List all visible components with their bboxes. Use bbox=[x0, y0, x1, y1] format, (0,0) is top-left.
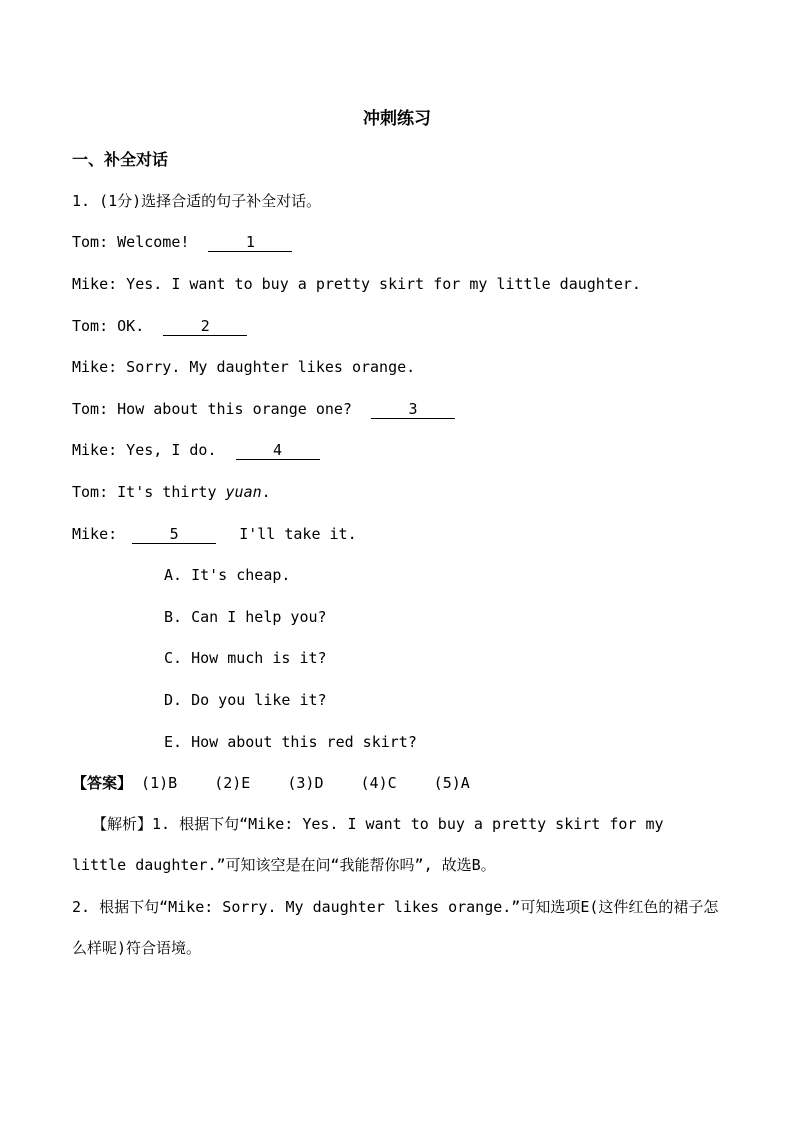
answer-blank-3: 3 bbox=[371, 400, 455, 419]
answer-blank-2: 2 bbox=[163, 317, 247, 336]
dialogue-line-7 bbox=[72, 481, 271, 503]
dialogue-italic-word: yuan bbox=[225, 483, 262, 501]
dialogue-text-end: . bbox=[261, 483, 271, 501]
option-d: D. Do you like it? bbox=[164, 691, 327, 709]
option-b: B. Can I help you? bbox=[164, 608, 327, 626]
dialogue-line-8 bbox=[72, 523, 357, 545]
answer-item: (2)E bbox=[214, 774, 251, 792]
dialogue-text: Mike: Yes. I want to buy a pretty skirt for my little daughter. bbox=[72, 275, 641, 293]
dialogue-line-1 bbox=[72, 231, 292, 253]
answer-label: 【答案】 bbox=[72, 774, 133, 792]
answer-blank-5: 5 bbox=[132, 525, 216, 544]
dialogue-line-2 bbox=[72, 273, 641, 295]
dialogue-text: Mike: Sorry. My daughter likes orange. bbox=[72, 358, 416, 376]
analysis-paragraph-2: 2. 根据下句“Mike: Sorry. My daughter likes orange.”可知选项E(这件红色的裙子怎么样呢)符合语境。 bbox=[72, 898, 719, 957]
dialogue-text: Mike: Yes, I do. bbox=[72, 441, 217, 459]
dialogue-text: Tom: How about this orange one? bbox=[72, 400, 352, 418]
dialogue-text-end: I'll take it. bbox=[239, 525, 357, 543]
dialogue-line-5 bbox=[72, 398, 455, 420]
answer-row bbox=[72, 772, 498, 794]
option-c: C. How much is it? bbox=[164, 649, 327, 667]
answer-item: (3)D bbox=[287, 774, 324, 792]
dialogue-text: Tom: It's thirty bbox=[72, 483, 226, 501]
answer-item: (1)B bbox=[141, 774, 178, 792]
answer-blank-1: 1 bbox=[208, 233, 292, 252]
dialogue-line-6 bbox=[72, 439, 320, 461]
page-title: 冲刺练习 bbox=[363, 109, 431, 129]
analysis-paragraph-1 bbox=[72, 804, 722, 886]
dialogue-line-4 bbox=[72, 356, 415, 378]
dialogue-line-3 bbox=[72, 315, 247, 337]
dialogue-text: Tom: Welcome! bbox=[72, 233, 190, 251]
option-a: A. It's cheap. bbox=[164, 566, 291, 584]
dialogue-text: Mike: bbox=[72, 525, 118, 543]
answer-blank-4: 4 bbox=[236, 441, 320, 460]
dialogue-text: Tom: OK. bbox=[72, 317, 145, 335]
section-heading: 一、补全对话 bbox=[72, 150, 169, 169]
analysis-text-1: 1. 根据下句“Mike: Yes. I want to buy a pretty skirt for my little daughter.”可知该空是在问“我能帮你吗”, 故选B。 bbox=[72, 815, 664, 874]
answer-item: (5)A bbox=[433, 774, 470, 792]
option-e: E. How about this red skirt? bbox=[164, 733, 417, 751]
answer-item: (4)C bbox=[360, 774, 397, 792]
question-prompt: 1. (1分)选择合适的句子补全对话。 bbox=[72, 192, 322, 210]
analysis-label: 【解析】 bbox=[92, 815, 153, 833]
